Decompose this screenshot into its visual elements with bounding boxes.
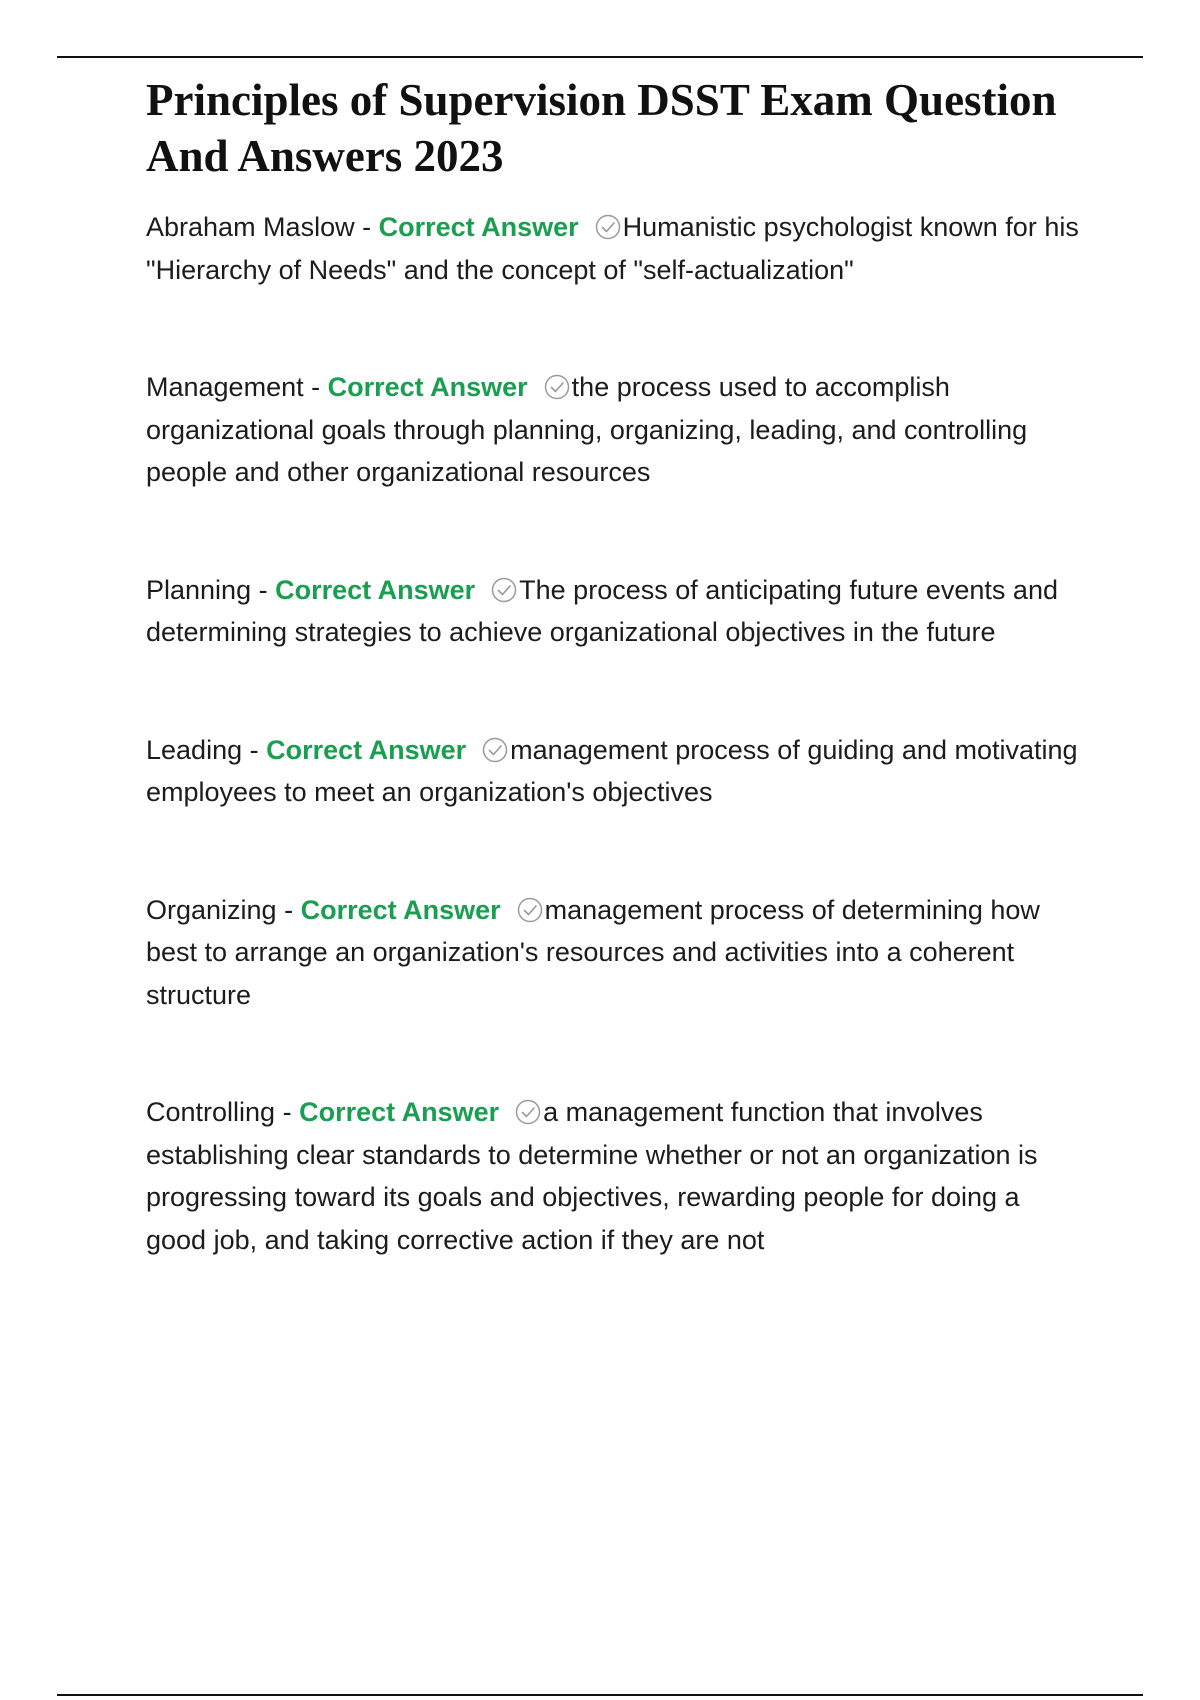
qa-entry [146, 206, 1086, 291]
bottom-divider [57, 1694, 1143, 1696]
entry-separator: - [242, 734, 267, 765]
entry-definition: management process of guiding and motivating employees to meet an organization's objectives [146, 734, 1078, 807]
entry-term: Planning [146, 574, 252, 605]
entry-term: Leading [146, 734, 243, 765]
correct-answer-label: Correct Answer [266, 734, 467, 765]
correct-answer-label: Correct Answer [299, 1097, 500, 1127]
correct-answer-label: Correct Answer [300, 894, 501, 925]
entry-separator: - [303, 372, 328, 402]
entry-separator: - [251, 574, 276, 605]
correct-answer-label: Correct Answer [378, 212, 579, 242]
entry-separator: - [276, 894, 301, 925]
qa-entry [146, 1091, 1086, 1261]
entry-definition: Humanistic psychologist known for his "Hierarchy of Needs" and the concept of "self-actualization" [146, 212, 1079, 285]
correct-answer-label: Correct Answer [327, 372, 528, 402]
check-circle-icon [544, 374, 570, 400]
entry-definition: the process used to accomplish organizational goals through planning, organizing, leading, and controlling people and other organizational resources [146, 372, 1028, 487]
entry-term: Management [146, 372, 304, 402]
entry-separator: - [354, 212, 379, 242]
qa-list [146, 206, 1086, 1261]
entry-definition: a management function that involves establishing clear standards to determine whether or not an organization is progressing toward its goals and objectives, rewarding people for doing a good job, and taking corrective action if they are not [146, 1097, 1038, 1255]
check-circle-icon [595, 214, 621, 240]
qa-entry [146, 569, 1086, 654]
entry-definition: management process of determining how best to arrange an organization's resources and activities into a coherent structure [146, 894, 1040, 1010]
entry-separator: - [275, 1097, 300, 1127]
qa-entry [146, 366, 1086, 494]
check-circle-icon [515, 1099, 541, 1125]
top-divider [57, 56, 1143, 58]
entry-term: Controlling [146, 1097, 276, 1127]
entry-definition: The process of anticipating future events and determining strategies to achieve organizational objectives in the future [146, 574, 1058, 647]
correct-answer-label: Correct Answer [275, 574, 476, 605]
qa-entry [146, 889, 1086, 1017]
entry-term: Abraham Maslow [146, 212, 355, 242]
check-circle-icon [482, 737, 508, 763]
check-circle-icon [491, 577, 517, 603]
page-title: Principles of Supervision DSST Exam Question And Answers 2023 [146, 75, 1057, 181]
document-body [146, 72, 1086, 1261]
entry-term: Organizing [146, 894, 277, 925]
qa-entry [146, 729, 1086, 814]
check-circle-icon [517, 897, 543, 923]
